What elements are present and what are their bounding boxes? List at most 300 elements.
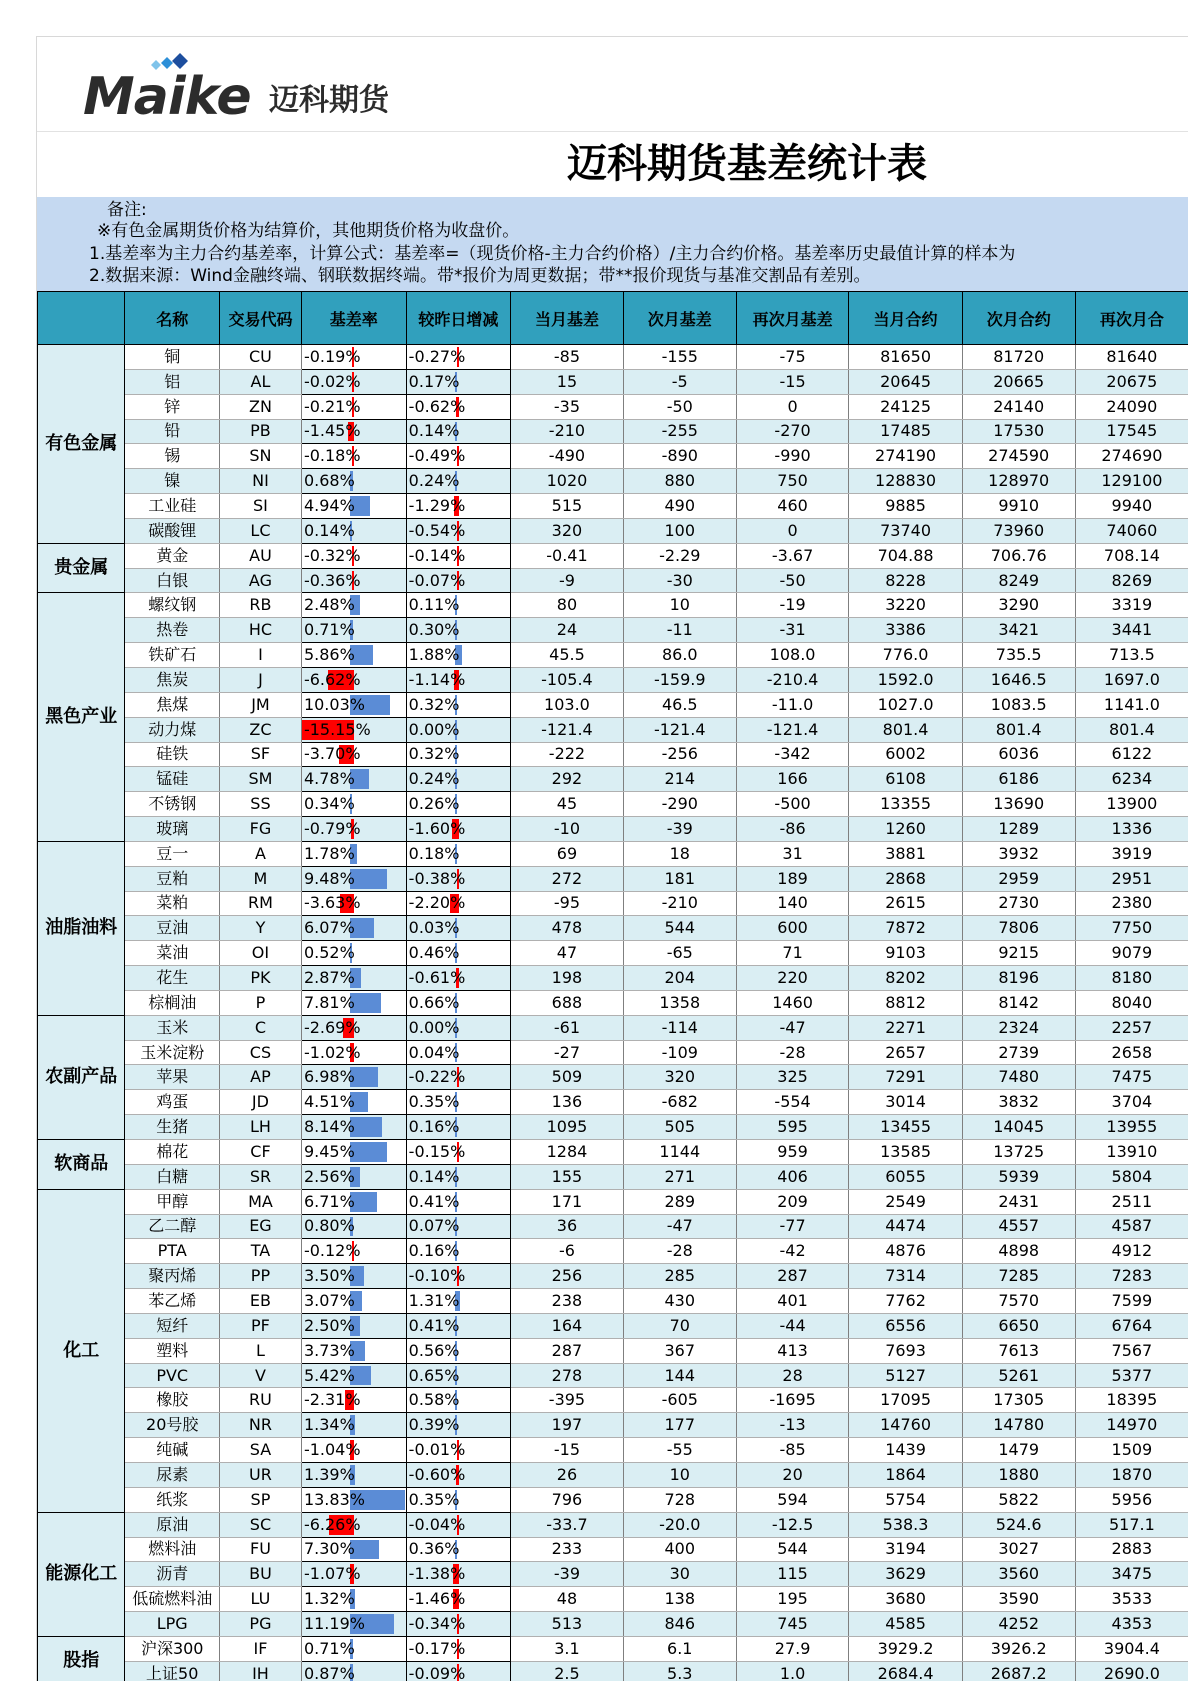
basis-third-month: -77 — [736, 1214, 849, 1239]
basis-third-month: -44 — [736, 1313, 849, 1338]
contract-next-month: 73960 — [962, 518, 1075, 543]
contract-next-month: 7613 — [962, 1338, 1075, 1363]
table-row — [38, 1164, 1188, 1189]
daily-change-cell — [406, 717, 510, 742]
contract-third-month: 2511 — [1075, 1189, 1188, 1214]
contract-third-month: 2658 — [1075, 1040, 1188, 1065]
contract-third-month: 5804 — [1075, 1164, 1188, 1189]
trade-code: SA — [219, 1438, 301, 1463]
commodity-name: 低硫燃料油 — [125, 1587, 220, 1612]
commodity-name: PVC — [125, 1363, 220, 1388]
cell-value: 0.65% — [407, 1366, 460, 1385]
cell-value: -1.14% — [407, 670, 466, 689]
basis-current-month: -61 — [511, 1015, 624, 1040]
basis-current-month: -105.4 — [511, 667, 624, 692]
contract-next-month: 7480 — [962, 1065, 1075, 1090]
basis-next-month: 320 — [623, 1065, 736, 1090]
cell-value: 4.51% — [302, 1092, 355, 1111]
contract-next-month: 524.6 — [962, 1512, 1075, 1537]
trade-code: AL — [219, 369, 301, 394]
commodity-name: 乙二醇 — [125, 1214, 220, 1239]
basis-rate-cell — [301, 1636, 406, 1661]
cell-value: -0.15% — [407, 1142, 466, 1161]
daily-change-cell — [406, 1612, 510, 1637]
basis-next-month: 100 — [623, 518, 736, 543]
contract-third-month: 4353 — [1075, 1612, 1188, 1637]
trade-code: I — [219, 643, 301, 668]
commodity-name: 花生 — [125, 966, 220, 991]
table-row — [38, 1140, 1188, 1165]
daily-change-cell — [406, 1065, 510, 1090]
basis-current-month: 256 — [511, 1264, 624, 1289]
basis-next-month: -28 — [623, 1239, 736, 1264]
basis-current-month: 103.0 — [511, 692, 624, 717]
basis-third-month: 28 — [736, 1363, 849, 1388]
table-row — [38, 1090, 1188, 1115]
column-header[interactable]: 交易代码 — [219, 292, 301, 345]
basis-third-month: 27.9 — [736, 1636, 849, 1661]
basis-third-month: 140 — [736, 891, 849, 916]
basis-next-month: 86.0 — [623, 643, 736, 668]
daily-change-cell — [406, 1388, 510, 1413]
basis-third-month: -13 — [736, 1413, 849, 1438]
basis-next-month: 18 — [623, 841, 736, 866]
basis-third-month: -554 — [736, 1090, 849, 1115]
daily-change-cell — [406, 618, 510, 643]
contract-current-month: 776.0 — [849, 643, 962, 668]
table-row — [38, 1636, 1188, 1661]
contract-current-month: 7291 — [849, 1065, 962, 1090]
contract-next-month: 2687.2 — [962, 1661, 1075, 1681]
contract-current-month: 274190 — [849, 444, 962, 469]
table-row — [38, 568, 1188, 593]
contract-third-month: 17545 — [1075, 419, 1188, 444]
contract-third-month: 5956 — [1075, 1487, 1188, 1512]
basis-next-month: -109 — [623, 1040, 736, 1065]
basis-rate-cell — [301, 1562, 406, 1587]
cell-value: 5.42% — [302, 1366, 355, 1385]
table-row — [38, 1313, 1188, 1338]
daily-change-cell — [406, 990, 510, 1015]
basis-rate-cell — [301, 891, 406, 916]
contract-third-month: 20675 — [1075, 369, 1188, 394]
daily-change-cell — [406, 419, 510, 444]
contract-current-month: 2271 — [849, 1015, 962, 1040]
basis-rate-cell — [301, 1313, 406, 1338]
basis-third-month: 413 — [736, 1338, 849, 1363]
daily-change-cell — [406, 494, 510, 519]
cell-value: 0.26% — [407, 794, 460, 813]
cell-value: 1.31% — [407, 1291, 460, 1310]
cell-value: 0.41% — [407, 1192, 460, 1211]
basis-third-month: -12.5 — [736, 1512, 849, 1537]
trade-code: BU — [219, 1562, 301, 1587]
daily-change-cell — [406, 518, 510, 543]
basis-next-month: -55 — [623, 1438, 736, 1463]
daily-change-cell — [406, 1239, 510, 1264]
daily-change-cell — [406, 1015, 510, 1040]
daily-change-cell — [406, 1413, 510, 1438]
basis-rate-cell — [301, 1164, 406, 1189]
cell-value: 0.34% — [302, 794, 355, 813]
table-row — [38, 916, 1188, 941]
basis-rate-cell — [301, 866, 406, 891]
daily-change-cell — [406, 1487, 510, 1512]
cell-value: 1.34% — [302, 1415, 355, 1434]
commodity-name: 塑料 — [125, 1338, 220, 1363]
basis-rate-cell — [301, 394, 406, 419]
daily-change-cell — [406, 1338, 510, 1363]
trade-code: NI — [219, 469, 301, 494]
basis-next-month: 144 — [623, 1363, 736, 1388]
commodity-name: 尿素 — [125, 1462, 220, 1487]
daily-change-cell — [406, 742, 510, 767]
table-row — [38, 1289, 1188, 1314]
basis-next-month: -210 — [623, 891, 736, 916]
category-cell: 油脂油料 — [38, 841, 125, 1015]
basis-rate-cell — [301, 518, 406, 543]
basis-current-month: 513 — [511, 1612, 624, 1637]
basis-rate-cell — [301, 1264, 406, 1289]
basis-third-month: 1.0 — [736, 1661, 849, 1681]
basis-third-month: -19 — [736, 593, 849, 618]
basis-current-month: 2.5 — [511, 1661, 624, 1681]
cell-value: -0.32% — [302, 546, 361, 565]
column-header[interactable]: 当月合约 — [849, 292, 962, 345]
basis-current-month: -9 — [511, 568, 624, 593]
commodity-name: 苹果 — [125, 1065, 220, 1090]
contract-next-month: 13690 — [962, 792, 1075, 817]
trade-code: Y — [219, 916, 301, 941]
cell-value: 0.16% — [407, 1117, 460, 1136]
basis-third-month: -15 — [736, 369, 849, 394]
commodity-name: 聚丙烯 — [125, 1264, 220, 1289]
basis-rate-cell — [301, 692, 406, 717]
commodity-name: 苯乙烯 — [125, 1289, 220, 1314]
cell-value: 0.36% — [407, 1539, 460, 1558]
commodity-name: 沪深300 — [125, 1636, 220, 1661]
contract-next-month: 6186 — [962, 767, 1075, 792]
cell-value: -6.26% — [302, 1515, 361, 1534]
contract-next-month: 8196 — [962, 966, 1075, 991]
data-bar — [350, 869, 388, 889]
table-row — [38, 1065, 1188, 1090]
daily-change-cell — [406, 866, 510, 891]
contract-current-month: 3386 — [849, 618, 962, 643]
cell-value: 8.14% — [302, 1117, 355, 1136]
contract-next-month: 20665 — [962, 369, 1075, 394]
basis-third-month: 594 — [736, 1487, 849, 1512]
basis-current-month: -85 — [511, 345, 624, 370]
basis-table — [37, 291, 1188, 1681]
basis-next-month: 544 — [623, 916, 736, 941]
cell-value: -3.63% — [302, 893, 361, 912]
column-header[interactable]: 次月基差 — [623, 292, 736, 345]
contract-current-month: 9103 — [849, 941, 962, 966]
contract-next-month: 7570 — [962, 1289, 1075, 1314]
commodity-name: 玉米 — [125, 1015, 220, 1040]
contract-current-month: 14760 — [849, 1413, 962, 1438]
basis-next-month: -290 — [623, 792, 736, 817]
table-row — [38, 1537, 1188, 1562]
basis-third-month: 401 — [736, 1289, 849, 1314]
commodity-name: 镍 — [125, 469, 220, 494]
commodity-name: 热卷 — [125, 618, 220, 643]
basis-current-month: -27 — [511, 1040, 624, 1065]
basis-third-month: -342 — [736, 742, 849, 767]
basis-third-month: -86 — [736, 817, 849, 842]
trade-code: SM — [219, 767, 301, 792]
contract-current-month: 3929.2 — [849, 1636, 962, 1661]
basis-next-month: -682 — [623, 1090, 736, 1115]
basis-current-month: 155 — [511, 1164, 624, 1189]
commodity-name: 沥青 — [125, 1562, 220, 1587]
logo-bar — [37, 37, 1188, 132]
basis-third-month: 166 — [736, 767, 849, 792]
basis-current-month: 287 — [511, 1338, 624, 1363]
commodity-name: 20号胶 — [125, 1413, 220, 1438]
note-line: ※有色金属期货价格为结算价，其他期货价格为收盘价。 — [97, 220, 519, 242]
contract-current-month: 81650 — [849, 345, 962, 370]
commodity-name: 焦煤 — [125, 692, 220, 717]
logo-chinese-name: 迈科期货 — [269, 81, 389, 121]
cell-value: 0.14% — [302, 521, 355, 540]
contract-current-month: 2549 — [849, 1189, 962, 1214]
commodity-name: 工业硅 — [125, 494, 220, 519]
basis-third-month: -121.4 — [736, 717, 849, 742]
category-cell: 黑色产业 — [38, 593, 125, 841]
contract-current-month: 3680 — [849, 1587, 962, 1612]
contract-current-month: 3220 — [849, 593, 962, 618]
contract-current-month: 6002 — [849, 742, 962, 767]
table-row — [38, 1388, 1188, 1413]
daily-change-cell — [406, 1140, 510, 1165]
table-row — [38, 692, 1188, 717]
daily-change-cell — [406, 1313, 510, 1338]
contract-third-month: 14970 — [1075, 1413, 1188, 1438]
daily-change-cell — [406, 345, 510, 370]
basis-next-month: 430 — [623, 1289, 736, 1314]
cell-value: 0.71% — [302, 1639, 355, 1658]
contract-current-month: 24125 — [849, 394, 962, 419]
basis-current-month: 272 — [511, 866, 624, 891]
table-row — [38, 1661, 1188, 1681]
basis-third-month: 745 — [736, 1612, 849, 1637]
trade-code: L — [219, 1338, 301, 1363]
cell-value: -2.31% — [302, 1390, 361, 1409]
basis-third-month: 115 — [736, 1562, 849, 1587]
cell-value: 0.18% — [407, 844, 460, 863]
daily-change-cell — [406, 369, 510, 394]
contract-next-month: 2739 — [962, 1040, 1075, 1065]
cell-value: -0.19% — [302, 347, 361, 366]
commodity-name: 焦炭 — [125, 667, 220, 692]
table-row — [38, 618, 1188, 643]
contract-next-month: 4557 — [962, 1214, 1075, 1239]
daily-change-cell — [406, 1462, 510, 1487]
basis-current-month: 198 — [511, 966, 624, 991]
contract-third-month: 9940 — [1075, 494, 1188, 519]
basis-rate-cell — [301, 1462, 406, 1487]
contract-current-month: 73740 — [849, 518, 962, 543]
basis-next-month: -121.4 — [623, 717, 736, 742]
basis-rate-cell — [301, 841, 406, 866]
cell-value: 11.19% — [302, 1614, 365, 1633]
trade-code: J — [219, 667, 301, 692]
daily-change-cell — [406, 891, 510, 916]
basis-current-month: 80 — [511, 593, 624, 618]
contract-current-month: 128830 — [849, 469, 962, 494]
basis-next-month: 138 — [623, 1587, 736, 1612]
table-body — [38, 345, 1188, 1681]
basis-current-month: -15 — [511, 1438, 624, 1463]
column-header[interactable]: 再次月基差 — [736, 292, 849, 345]
basis-current-month: 1020 — [511, 469, 624, 494]
contract-third-month: 3533 — [1075, 1587, 1188, 1612]
column-header[interactable]: 再次月合 — [1075, 292, 1188, 345]
basis-next-month: -255 — [623, 419, 736, 444]
basis-third-month: -28 — [736, 1040, 849, 1065]
basis-rate-cell — [301, 792, 406, 817]
basis-current-month: 36 — [511, 1214, 624, 1239]
basis-rate-cell — [301, 469, 406, 494]
column-header[interactable]: 当月基差 — [511, 292, 624, 345]
table-row — [38, 941, 1188, 966]
contract-current-month: 17095 — [849, 1388, 962, 1413]
contract-next-month: 7285 — [962, 1264, 1075, 1289]
cell-value: -2.20% — [407, 893, 466, 912]
basis-rate-cell — [301, 1612, 406, 1637]
cell-value: 0.68% — [302, 471, 355, 490]
basis-third-month: -1695 — [736, 1388, 849, 1413]
contract-next-month: 17305 — [962, 1388, 1075, 1413]
trade-code: RU — [219, 1388, 301, 1413]
contract-next-month: 3932 — [962, 841, 1075, 866]
commodity-name: 铝 — [125, 369, 220, 394]
basis-third-month: -270 — [736, 419, 849, 444]
contract-next-month: 3421 — [962, 618, 1075, 643]
daily-change-cell — [406, 394, 510, 419]
contract-third-month: 4587 — [1075, 1214, 1188, 1239]
basis-next-month: 1144 — [623, 1140, 736, 1165]
basis-rate-cell — [301, 1388, 406, 1413]
category-cell: 有色金属 — [38, 345, 125, 544]
trade-code: SC — [219, 1512, 301, 1537]
basis-current-month: 69 — [511, 841, 624, 866]
contract-third-month: 5377 — [1075, 1363, 1188, 1388]
contract-current-month: 704.88 — [849, 543, 962, 568]
basis-third-month: 20 — [736, 1462, 849, 1487]
basis-rate-cell — [301, 593, 406, 618]
basis-third-month: 325 — [736, 1065, 849, 1090]
contract-third-month: 18395 — [1075, 1388, 1188, 1413]
basis-rate-cell — [301, 568, 406, 593]
basis-third-month: 544 — [736, 1537, 849, 1562]
daily-change-cell — [406, 1090, 510, 1115]
table-row — [38, 1587, 1188, 1612]
daily-change-cell — [406, 469, 510, 494]
basis-rate-cell — [301, 667, 406, 692]
spreadsheet — [36, 36, 1188, 1681]
daily-change-cell — [406, 1512, 510, 1537]
column-header[interactable]: 较昨日增减 — [406, 292, 510, 345]
cell-value: 0.03% — [407, 918, 460, 937]
basis-current-month: -35 — [511, 394, 624, 419]
basis-current-month: -10 — [511, 817, 624, 842]
basis-next-month: 30 — [623, 1562, 736, 1587]
trade-code: A — [219, 841, 301, 866]
basis-next-month: -11 — [623, 618, 736, 643]
basis-current-month: 45.5 — [511, 643, 624, 668]
basis-current-month: 24 — [511, 618, 624, 643]
contract-next-month: 1880 — [962, 1462, 1075, 1487]
contract-current-month: 5754 — [849, 1487, 962, 1512]
table-row — [38, 593, 1188, 618]
contract-next-month: 3590 — [962, 1587, 1075, 1612]
commodity-name: 玉米淀粉 — [125, 1040, 220, 1065]
trade-code: MA — [219, 1189, 301, 1214]
note-line: 备注: — [107, 199, 147, 221]
cell-value: 6.71% — [302, 1192, 355, 1211]
column-header[interactable] — [38, 292, 125, 345]
category-cell: 软商品 — [38, 1140, 125, 1190]
daily-change-cell — [406, 1661, 510, 1681]
contract-current-month: 9885 — [849, 494, 962, 519]
daily-change-cell — [406, 1214, 510, 1239]
table-row — [38, 643, 1188, 668]
category-cell: 股指 — [38, 1636, 125, 1681]
contract-next-month: 735.5 — [962, 643, 1075, 668]
column-header[interactable]: 基差率 — [301, 292, 406, 345]
cell-value: -0.79% — [302, 819, 361, 838]
contract-current-month: 1439 — [849, 1438, 962, 1463]
basis-next-month: 505 — [623, 1115, 736, 1140]
cell-value: 0.52% — [302, 943, 355, 962]
contract-next-month: 3290 — [962, 593, 1075, 618]
trade-code: ZN — [219, 394, 301, 419]
basis-rate-cell — [301, 1140, 406, 1165]
basis-next-month: -114 — [623, 1015, 736, 1040]
cell-value: -0.22% — [407, 1067, 466, 1086]
basis-rate-cell — [301, 1537, 406, 1562]
basis-third-month: 108.0 — [736, 643, 849, 668]
column-header[interactable]: 名称 — [125, 292, 220, 345]
cell-value: 3.07% — [302, 1291, 355, 1310]
contract-next-month: 3560 — [962, 1562, 1075, 1587]
commodity-name: 不锈钢 — [125, 792, 220, 817]
column-header[interactable]: 次月合约 — [962, 292, 1075, 345]
cell-value: 2.50% — [302, 1316, 355, 1335]
basis-current-month: 292 — [511, 767, 624, 792]
contract-third-month: 3441 — [1075, 618, 1188, 643]
basis-third-month: 0 — [736, 394, 849, 419]
trade-code: PG — [219, 1612, 301, 1637]
category-cell: 农副产品 — [38, 1015, 125, 1139]
contract-third-month: 3475 — [1075, 1562, 1188, 1587]
daily-change-cell — [406, 543, 510, 568]
cell-value: 0.35% — [407, 1490, 460, 1509]
daily-change-cell — [406, 841, 510, 866]
contract-third-month: 3904.4 — [1075, 1636, 1188, 1661]
basis-next-month: 70 — [623, 1313, 736, 1338]
table-row — [38, 1562, 1188, 1587]
commodity-name: 玻璃 — [125, 817, 220, 842]
notes-panel — [37, 197, 1188, 291]
contract-third-month: 7750 — [1075, 916, 1188, 941]
table-row — [38, 369, 1188, 394]
daily-change-cell — [406, 593, 510, 618]
table-row — [38, 1189, 1188, 1214]
